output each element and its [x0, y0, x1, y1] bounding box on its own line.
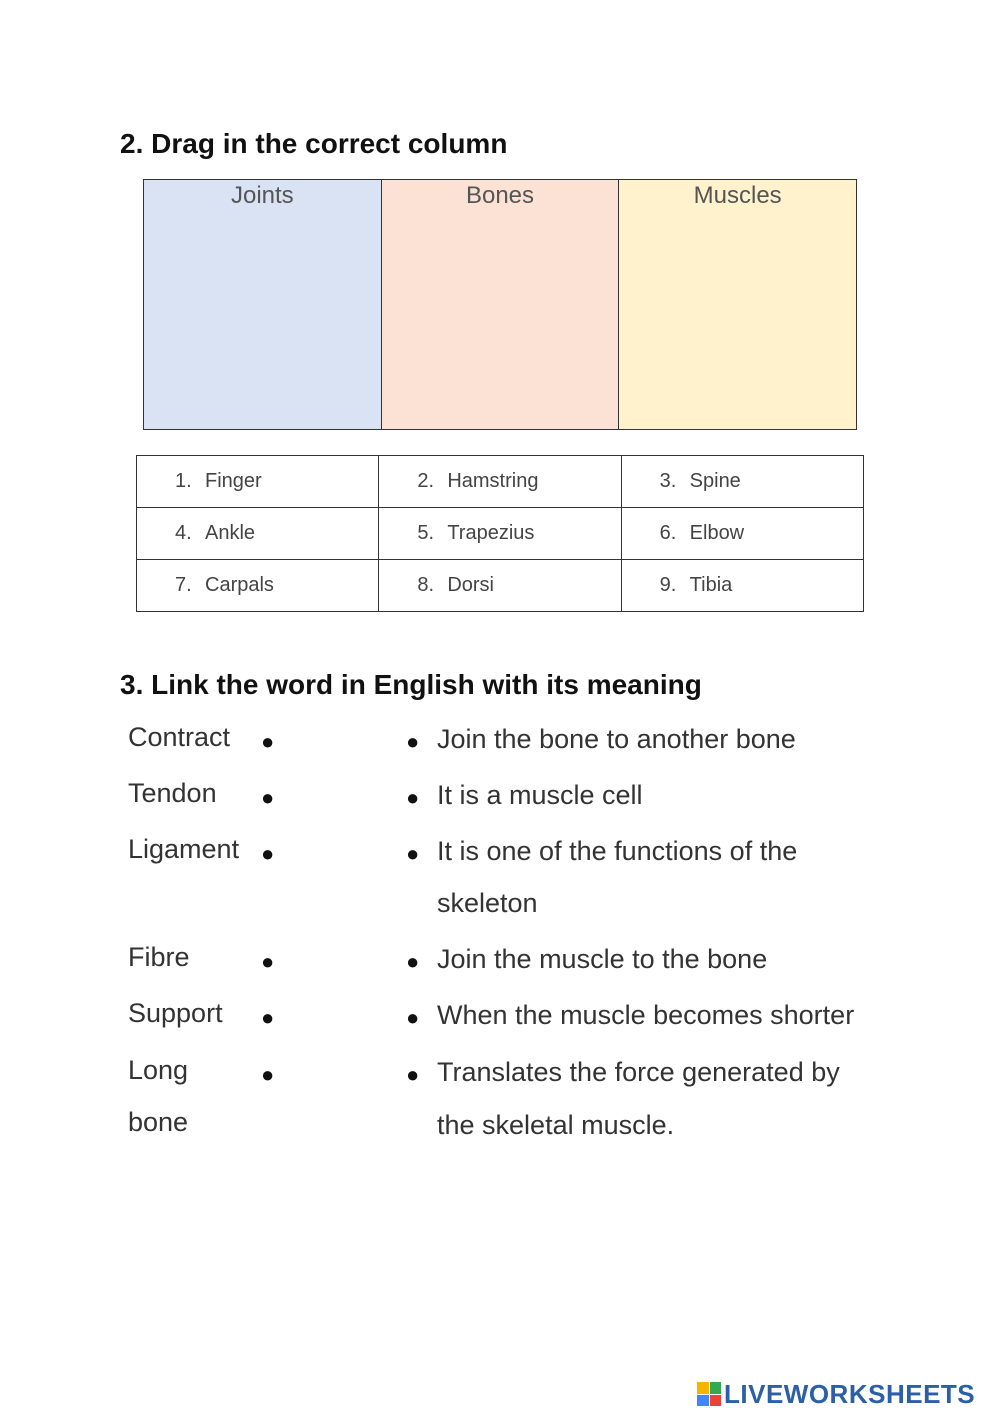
word-label: Ankle	[205, 522, 256, 544]
drop-zone-bones[interactable]	[381, 180, 619, 429]
link-dot-right-3[interactable]: ●	[406, 841, 420, 866]
link-dot-right-4[interactable]: ●	[406, 949, 420, 974]
column-label-joints: Joints	[230, 182, 294, 209]
word-number: 1.	[175, 470, 192, 492]
draggable-word[interactable]	[137, 456, 379, 508]
term-contract: Contract	[128, 722, 231, 752]
link-dot-right-6[interactable]: ●	[406, 1062, 420, 1087]
link-dot-left-1[interactable]: ●	[261, 729, 275, 754]
link-dot-right-5[interactable]: ●	[406, 1005, 420, 1030]
term-tendon: Tendon	[128, 778, 217, 808]
word-number: 7.	[175, 574, 192, 596]
word-label: Hamstring	[447, 470, 539, 492]
drop-columns	[143, 179, 857, 430]
meaning-6: Translates the force generated by	[437, 1057, 840, 1087]
word-number: 8.	[417, 574, 435, 596]
meaning-3-continued: skeleton	[437, 888, 538, 918]
table-row	[137, 560, 864, 612]
link-dot-left-6[interactable]: ●	[261, 1062, 275, 1087]
word-label: Trapezius	[447, 522, 535, 544]
word-number: 4.	[175, 522, 192, 544]
meaning-6-continued: the skeletal muscle.	[437, 1110, 675, 1140]
drop-zone-joints[interactable]	[144, 180, 381, 429]
term-fibre: Fibre	[128, 942, 190, 972]
drop-zone-muscles[interactable]	[618, 180, 856, 429]
word-number: 2.	[417, 470, 435, 492]
draggable-word[interactable]	[137, 560, 379, 612]
word-label: Tibia	[689, 574, 733, 596]
link-dot-right-2[interactable]: ●	[406, 785, 420, 810]
term-support: Support	[128, 998, 223, 1028]
draggable-word[interactable]	[621, 560, 863, 612]
word-label: Dorsi	[447, 574, 494, 596]
meaning-1: Join the bone to another bone	[437, 724, 796, 754]
draggable-word[interactable]	[621, 508, 863, 560]
link-dot-right-1[interactable]: ●	[406, 729, 420, 754]
word-bank-table	[136, 455, 864, 612]
liveworksheets-logo-icon	[697, 1382, 721, 1406]
word-number: 5.	[417, 522, 435, 544]
draggable-word[interactable]	[379, 456, 621, 508]
term-ligament: Ligament	[128, 834, 240, 864]
word-label: Finger	[205, 470, 262, 492]
meaning-2: It is a muscle cell	[437, 780, 643, 810]
liveworksheets-brand	[697, 1376, 975, 1412]
word-label: Elbow	[689, 522, 745, 544]
link-dot-left-2[interactable]: ●	[261, 785, 275, 810]
brand-text: LIVEWORKSHEETS	[724, 1378, 976, 1409]
section-2-title: 2. Drag in the correct column	[120, 128, 508, 159]
draggable-word[interactable]	[379, 508, 621, 560]
table-row	[137, 456, 864, 508]
draggable-word[interactable]	[137, 508, 379, 560]
draggable-word[interactable]	[379, 560, 621, 612]
column-label-bones: Bones	[465, 182, 535, 209]
meaning-3: It is one of the functions of the	[437, 836, 798, 866]
word-number: 6.	[659, 522, 677, 544]
link-dot-left-3[interactable]: ●	[261, 841, 275, 866]
column-label-muscles: Muscles	[693, 182, 782, 209]
term-long-bone: Long	[128, 1055, 189, 1085]
word-label: Spine	[689, 470, 741, 492]
meaning-4: Join the muscle to the bone	[437, 944, 768, 974]
word-number: 9.	[659, 574, 677, 596]
meaning-5: When the muscle becomes shorter	[437, 1000, 855, 1030]
draggable-word[interactable]	[621, 456, 863, 508]
section-3-title: 3. Link the word in English with its meaning	[120, 669, 702, 700]
term-long-bone-continued: bone	[128, 1107, 189, 1137]
link-dot-left-4[interactable]: ●	[261, 949, 275, 974]
word-label: Carpals	[205, 574, 274, 596]
word-number: 3.	[659, 470, 677, 492]
link-dot-left-5[interactable]: ●	[261, 1005, 275, 1030]
table-row	[137, 508, 864, 560]
